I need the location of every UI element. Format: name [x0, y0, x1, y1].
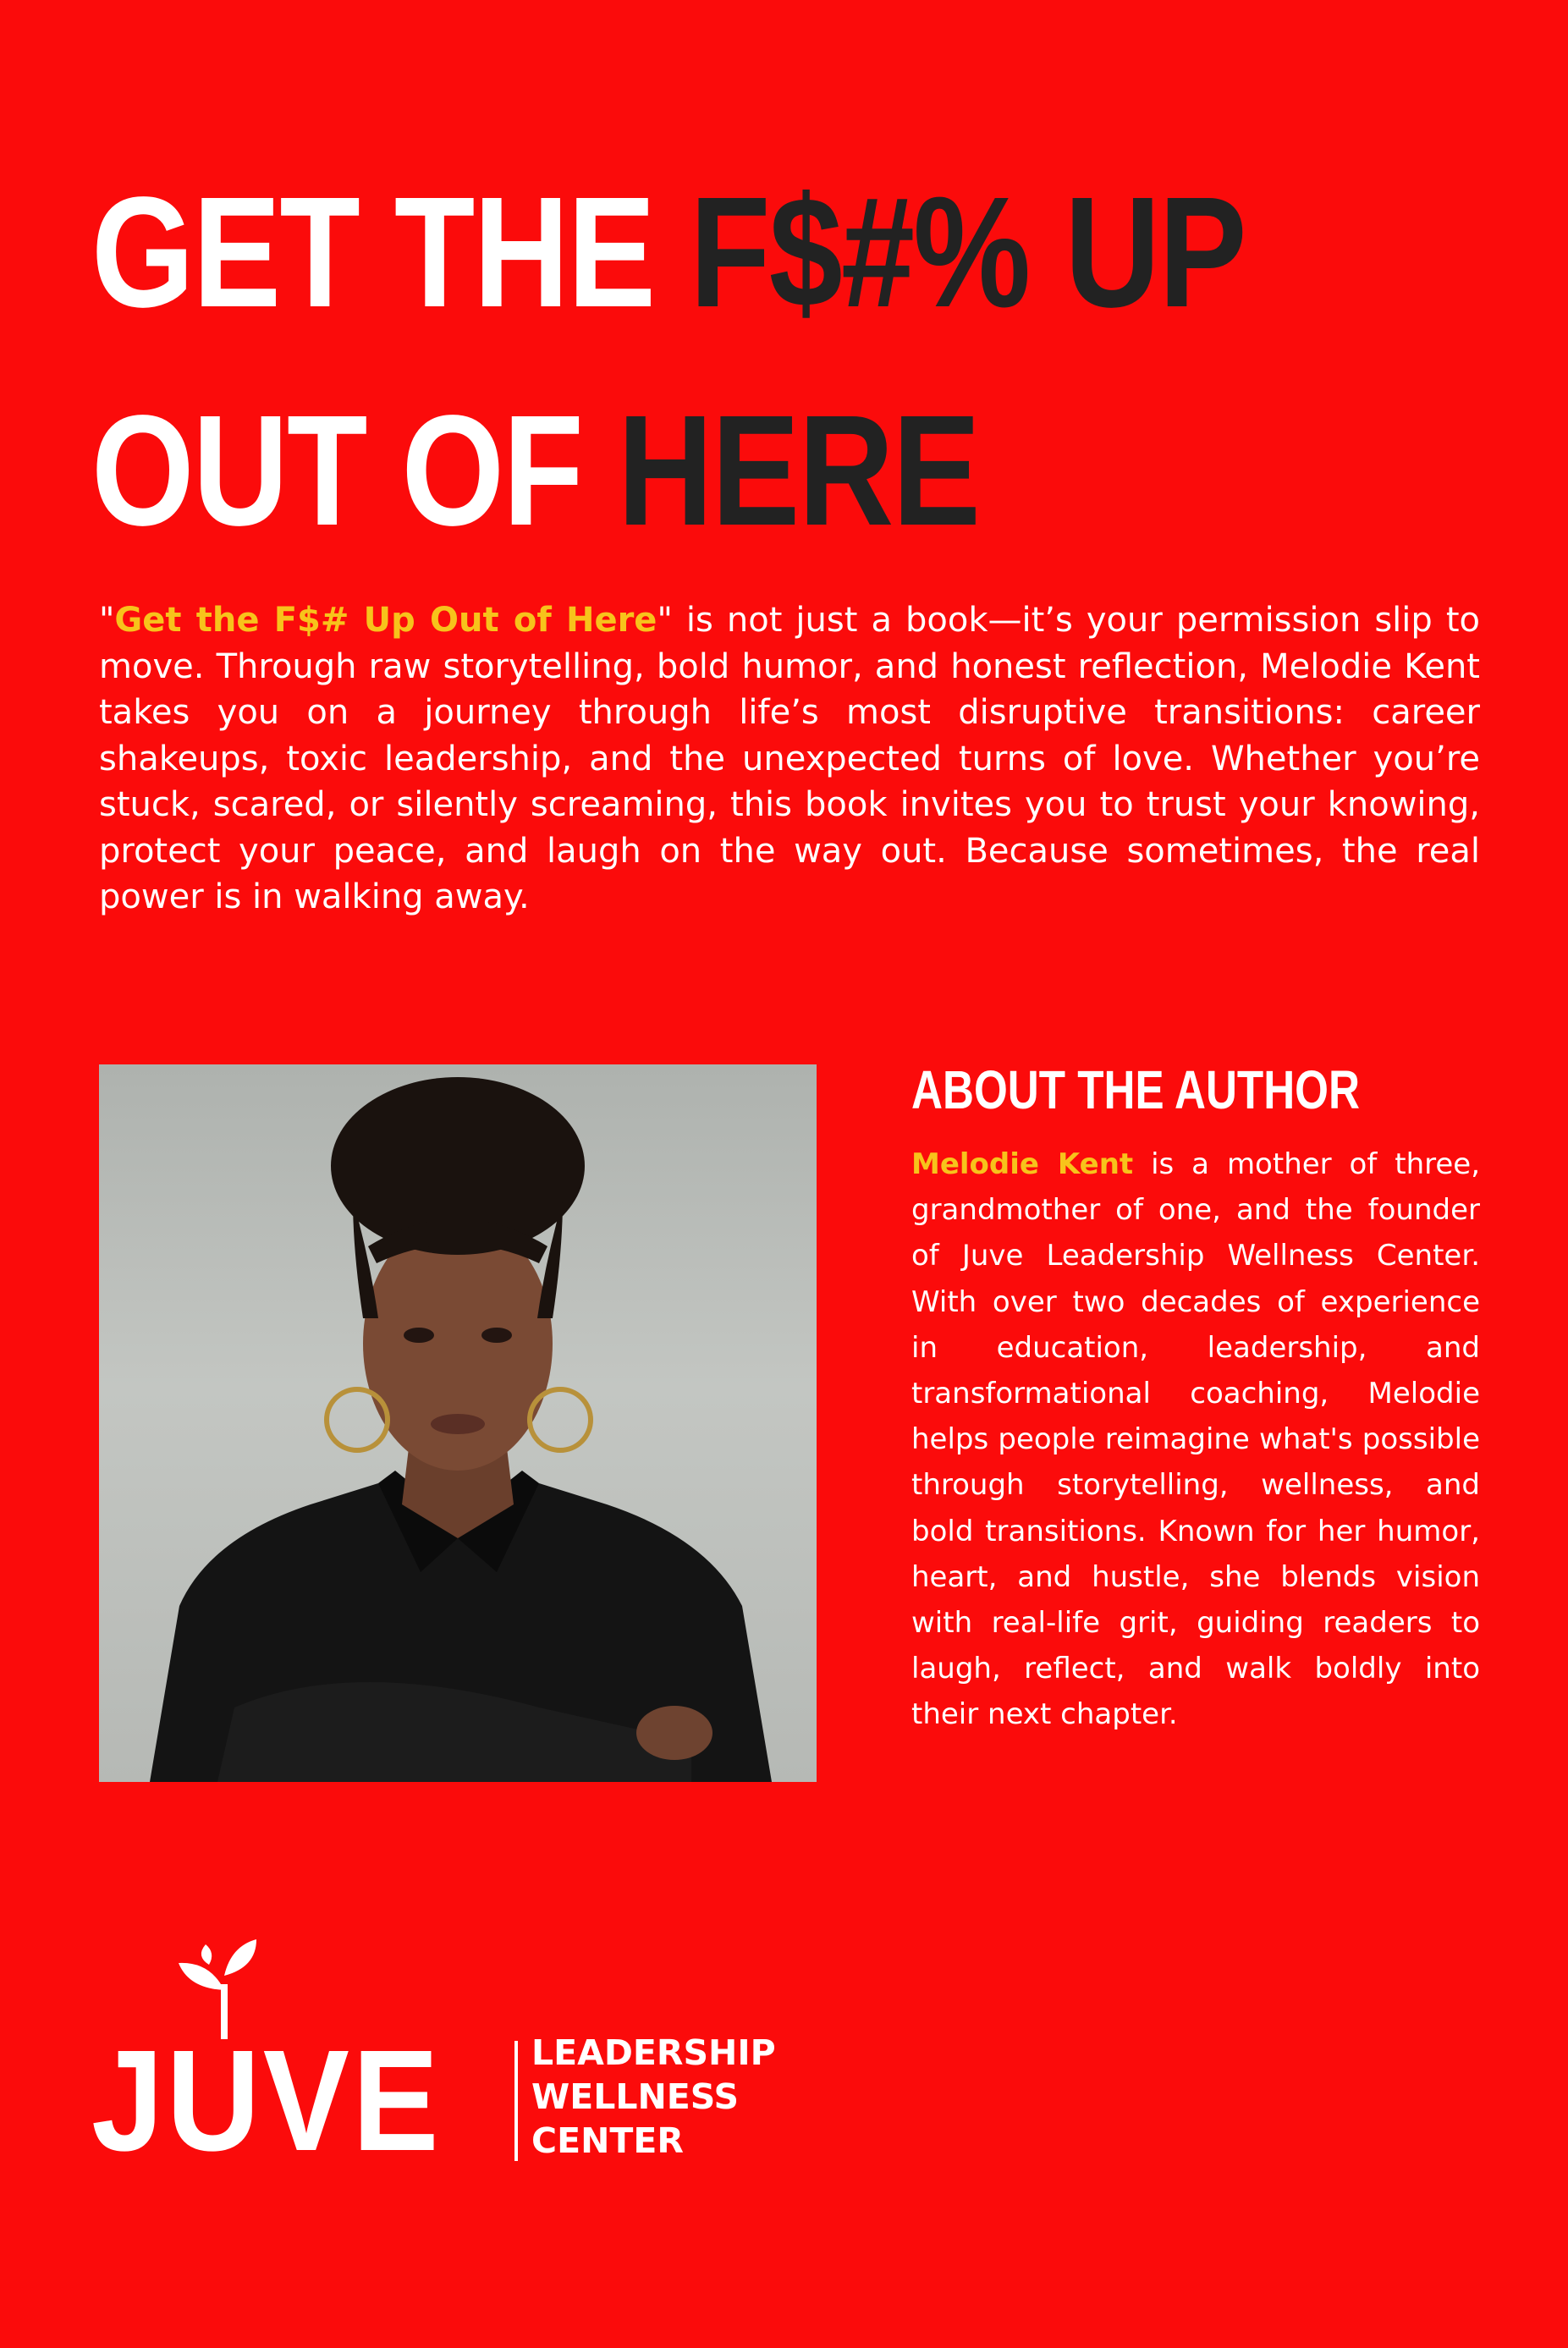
logo-divider	[514, 2041, 518, 2161]
book-blurb: "Get the F$# Up Out of Here" is not just a book—it’s your permission slip to move. Through raw storytelling, bold humor, and honest reflection, Melodie Kent takes you on a journey through life’s most disruptive transitions: career shakeups, toxic leadership, and the unexpected turns of love. Whether you’re stuck, scared, or silently screaming, this book invites you to trust your knowing, protect your peace, and laugh on the way out. Because sometimes, the real power is in walking away.	[99, 601, 1480, 916]
blurb-book-title: Get the F$# Up Out of Here	[114, 601, 657, 640]
author-name: Melodie Kent	[911, 1147, 1134, 1181]
logo-wordmark: JUVE	[91, 2021, 443, 2181]
author-bio: Melodie Kent is a mother of three, grandmother of one, and the founder of Juve Leadership Wellness Center. With over two decades of experience in education, leadership, and transformational coaching, Melodie helps people reimagine what's possible through storytelling, wellness, and bold transitions. Known for her humor, heart, and hustle, she blends vision with real-life grit, guiding readers to laugh, reflect, and walk boldly into their next chapter.	[911, 1147, 1481, 1732]
book-title	[91, 144, 1300, 580]
author-portrait-illustration	[99, 1064, 817, 1782]
about-the-author-heading: ABOUT THE AUTHOR	[911, 1059, 1360, 1120]
title-line-1: GET THE F$#% UP	[91, 165, 1246, 340]
title-line-2: OUT OF HERE	[91, 383, 980, 558]
juve-logo	[91, 1938, 836, 2181]
logo-subtitle: LEADERSHIP WELLNESS CENTER	[531, 2032, 776, 2161]
author-portrait	[99, 1064, 817, 1782]
